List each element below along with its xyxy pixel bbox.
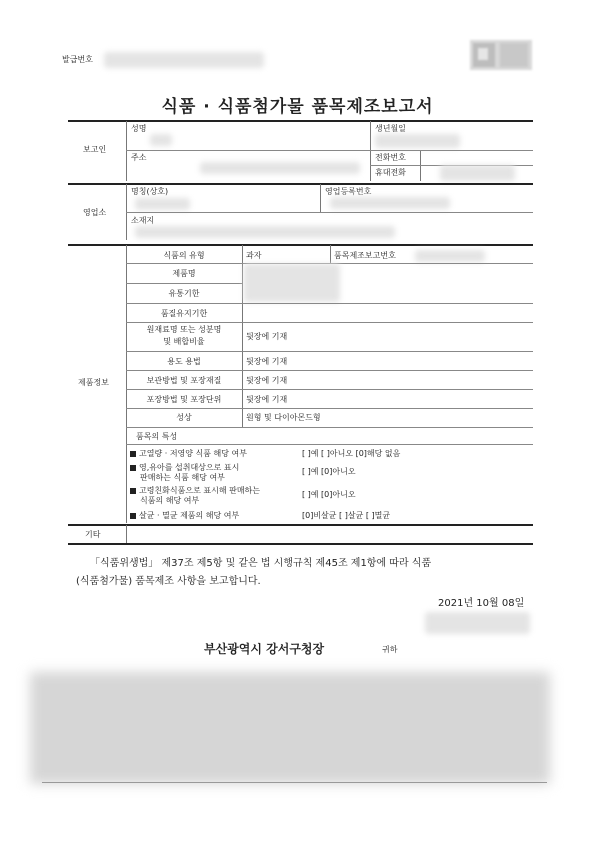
shape-value: 원형 및 다이아몬드형: [246, 413, 321, 422]
redacted-issue-no: [104, 52, 264, 68]
shape-label: 성상: [176, 413, 192, 422]
page-title: 식품 · 식품첨가물 품목제조보고서: [161, 97, 434, 117]
quality-label: 품질유지기한: [160, 309, 208, 318]
divider: [126, 351, 533, 352]
divider: [420, 151, 421, 181]
etc-label: 기타: [85, 530, 101, 539]
check-item-3-line-2: 식품의 해당 여부: [140, 496, 200, 505]
checkbox-icon: [130, 465, 136, 471]
divider: [126, 444, 533, 445]
divider: [68, 524, 533, 526]
divider: [126, 389, 533, 390]
ingredients-label-2: 및 배합비율: [163, 337, 205, 346]
birth-label: 생년월일: [375, 124, 406, 133]
recipient: 부산광역시 강서구청장: [204, 642, 325, 656]
redacted-product-name: [244, 264, 340, 302]
storage-value: 뒷장에 기재: [246, 376, 288, 385]
check-value-2: [ ]예 [0]아니오: [302, 467, 356, 476]
checkbox-icon: [130, 513, 136, 519]
divider: [126, 427, 533, 428]
redacted-address: [200, 162, 360, 174]
check-value-3: [ ]예 [0]아니오: [302, 490, 356, 499]
redacted-regno: [330, 197, 450, 209]
divider: [68, 120, 533, 122]
expiry-label: 유통기한: [168, 289, 200, 298]
redacted-signature: [425, 612, 530, 634]
redacted-location: [135, 226, 395, 238]
report-date: 2021년 10월 08일: [438, 598, 525, 609]
mobile-label: 휴대전화: [375, 168, 406, 177]
check-item-2-line-2: 판매하는 식품 해당 여부: [140, 473, 225, 482]
divider: [68, 244, 533, 246]
type-label: 식품의 유형: [163, 251, 205, 260]
stamp-icon: [470, 40, 532, 70]
divider: [126, 525, 127, 543]
redacted-name: [150, 134, 172, 146]
packing-value: 뒷장에 기재: [246, 395, 288, 404]
check-item-4: 살균 · 멸균 제품의 해당 여부: [130, 511, 239, 521]
packing-label: 포장방법 및 포장단위: [146, 395, 222, 404]
ingredients-label: 원재료명 또는 성분명: [146, 325, 222, 334]
recipient-suffix: 귀하: [382, 645, 398, 654]
features-label: 품목의 특성: [136, 432, 178, 441]
statement-line-1: 「식품위생법」 제37조 제5항 및 같은 법 시행규칙 제45조 제1항에 따라 식품: [90, 558, 432, 569]
redacted-mobile: [440, 165, 515, 181]
report-no-label: 품목제조보고번호: [334, 251, 396, 260]
divider: [68, 183, 533, 185]
divider: [126, 408, 533, 409]
redacted-company: [135, 198, 190, 210]
regno-label: 영업등록번호: [325, 187, 372, 196]
reporter-section-label: 보고인: [83, 145, 107, 154]
check-value-4: [0]비살균 [ ]살균 [ ]멸균: [302, 511, 391, 520]
redacted-birth: [375, 134, 460, 148]
divider: [320, 184, 321, 212]
product-section-label: 제품정보: [78, 378, 109, 387]
divider: [126, 370, 533, 371]
check-item-3: 고령친화식품으로 표시해 판매하는: [130, 486, 260, 496]
divider: [126, 303, 533, 304]
statement-line-2: (식품첨가물) 품목제조 사항을 보고합니다.: [76, 576, 261, 587]
company-label: 명칭(상호): [131, 187, 169, 196]
divider: [126, 283, 242, 284]
checkbox-icon: [130, 488, 136, 494]
divider: [370, 121, 371, 181]
divider: [68, 543, 533, 545]
divider: [42, 782, 547, 783]
divider: [126, 121, 127, 181]
address-label: 주소: [131, 153, 147, 162]
redacted-bottom-block: [30, 672, 550, 784]
location-label: 소재지: [131, 216, 155, 225]
business-section-label: 영업소: [83, 208, 107, 217]
product-name-label: 제품명: [172, 269, 196, 278]
divider: [126, 150, 533, 151]
redacted-report-no: [415, 250, 485, 262]
storage-label: 보관방법 및 포장재질: [146, 376, 222, 385]
ingredients-value: 뒷장에 기재: [246, 332, 288, 341]
check-item-2: 영,유아를 섭취대상으로 표시: [130, 463, 239, 473]
checkbox-icon: [130, 451, 136, 457]
name-label: 성명: [131, 124, 147, 133]
issue-no-label: 발급번호: [62, 55, 93, 64]
usage-value: 뒷장에 기재: [246, 357, 288, 366]
divider: [330, 245, 331, 263]
divider: [126, 322, 533, 323]
check-value-1: [ ]예 [ ]아니오 [0]해당 없음: [302, 449, 401, 458]
phone-label: 전화번호: [375, 153, 406, 162]
divider: [242, 245, 243, 427]
divider: [126, 212, 533, 213]
check-item-1: 고열량 · 저영양 식품 해당 여부: [130, 449, 247, 459]
usage-label: 용도 용법: [167, 357, 201, 366]
type-value: 과자: [246, 251, 262, 260]
